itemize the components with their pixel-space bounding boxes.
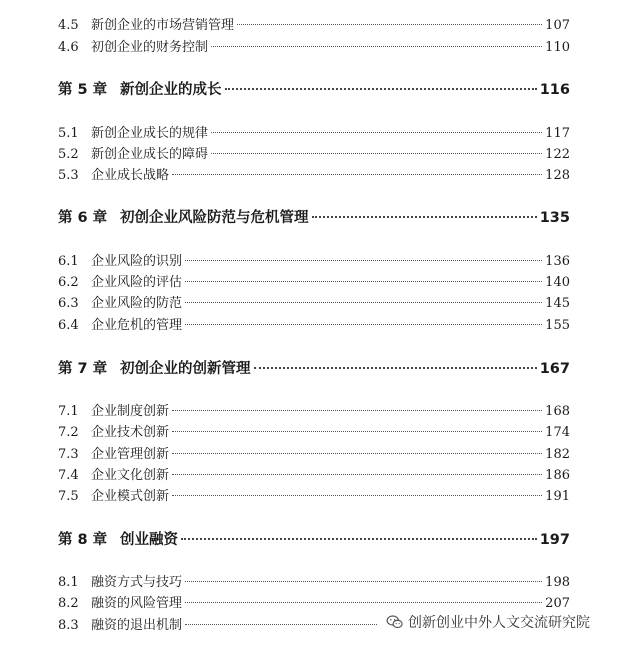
section-title: 企业成长战略 — [91, 168, 170, 183]
page-number: 168 — [545, 404, 570, 419]
page-number: 117 — [545, 126, 570, 141]
toc-entry-7-3[interactable] — [58, 443, 570, 462]
dot-leader — [185, 260, 542, 261]
toc-entry-8-1[interactable] — [58, 571, 570, 590]
page-number: 207 — [545, 596, 570, 611]
page-number: 122 — [545, 147, 570, 162]
section-number: 7.4 — [58, 468, 79, 483]
dot-leader — [211, 46, 542, 47]
section-number: 4.5 — [58, 18, 79, 33]
page-number: 135 — [539, 210, 570, 226]
page-number: 182 — [545, 447, 570, 462]
toc-entry-7-1[interactable] — [58, 400, 570, 419]
page-number: 110 — [545, 40, 570, 55]
dot-leader — [225, 88, 537, 90]
toc-entry-5-2[interactable] — [58, 143, 570, 162]
watermark-text: 创新创业中外人文交流研究院 — [408, 615, 590, 631]
section-title: 融资的退出机制 — [91, 618, 183, 633]
dot-leader — [237, 24, 542, 25]
dot-leader — [312, 216, 537, 218]
chapter-title: 创业融资 — [120, 532, 178, 548]
wechat-icon — [386, 613, 404, 631]
section-title: 新创企业成长的规律 — [91, 126, 209, 141]
chapter-title: 新创企业的成长 — [120, 82, 222, 98]
section-title: 新创企业的市场营销管理 — [91, 18, 235, 33]
section-title: 企业制度创新 — [91, 404, 170, 419]
chapter-number: 第 7 章 — [58, 361, 108, 377]
page-number: 197 — [539, 532, 570, 548]
chapter-number: 第 5 章 — [58, 82, 108, 98]
section-title: 企业危机的管理 — [91, 318, 183, 333]
dot-leader — [172, 431, 542, 432]
section-number: 5.1 — [58, 126, 79, 141]
section-number: 5.3 — [58, 168, 79, 183]
page-number: 186 — [545, 468, 570, 483]
toc-entry-7-5[interactable] — [58, 485, 570, 504]
toc-entry-8-2[interactable] — [58, 592, 570, 611]
toc-chapter-8[interactable] — [58, 528, 570, 549]
dot-leader — [172, 474, 542, 475]
dot-leader — [185, 302, 542, 303]
dot-leader — [185, 581, 542, 582]
section-number: 6.2 — [58, 275, 79, 290]
section-title: 企业风险的识别 — [91, 254, 183, 269]
toc-chapter-6[interactable] — [58, 206, 570, 227]
dot-leader — [172, 453, 542, 454]
page-number: 155 — [545, 318, 570, 333]
toc-entry-6-1[interactable] — [58, 250, 570, 269]
section-title: 企业风险的评估 — [91, 275, 183, 290]
toc-entry-6-4[interactable] — [58, 314, 570, 333]
page-number: 145 — [545, 296, 570, 311]
dot-leader — [185, 602, 542, 603]
chapter-title: 初创企业的创新管理 — [120, 361, 251, 377]
page-number: 116 — [539, 82, 570, 98]
toc-entry-5-3[interactable] — [58, 164, 570, 183]
dot-leader — [185, 281, 542, 282]
section-number: 6.1 — [58, 254, 79, 269]
toc-entry-6-3[interactable] — [58, 292, 570, 311]
section-number: 4.6 — [58, 40, 79, 55]
section-number: 6.3 — [58, 296, 79, 311]
section-number: 7.5 — [58, 489, 79, 504]
section-title: 企业模式创新 — [91, 489, 170, 504]
section-number: 7.2 — [58, 425, 79, 440]
watermark — [384, 612, 592, 632]
chapter-title: 初创企业风险防范与危机管理 — [120, 210, 309, 226]
toc-chapter-5[interactable] — [58, 78, 570, 99]
section-title: 企业文化创新 — [91, 468, 170, 483]
dot-leader — [185, 624, 377, 625]
dot-leader — [181, 538, 537, 540]
page-number: 107 — [545, 18, 570, 33]
toc-entry-5-1[interactable] — [58, 122, 570, 141]
section-number: 8.2 — [58, 596, 79, 611]
toc-chapter-7[interactable] — [58, 357, 570, 378]
section-title: 融资的风险管理 — [91, 596, 183, 611]
toc-entry-4-6[interactable] — [58, 36, 570, 55]
section-number: 8.1 — [58, 575, 79, 590]
dot-leader — [185, 324, 542, 325]
dot-leader — [211, 153, 542, 154]
dot-leader — [211, 132, 542, 133]
toc-entry-4-5[interactable] — [58, 14, 570, 33]
section-title: 初创企业的财务控制 — [91, 40, 209, 55]
section-title: 企业风险的防范 — [91, 296, 183, 311]
page-number: 198 — [545, 575, 570, 590]
section-title: 企业技术创新 — [91, 425, 170, 440]
section-number: 7.1 — [58, 404, 79, 419]
dot-leader — [172, 495, 542, 496]
dot-leader — [172, 174, 542, 175]
toc-entry-7-2[interactable] — [58, 421, 570, 440]
section-number: 7.3 — [58, 447, 79, 462]
toc-entry-8-3[interactable] — [58, 614, 380, 633]
page-number: 140 — [545, 275, 570, 290]
section-title: 融资方式与技巧 — [91, 575, 183, 590]
toc-entry-7-4[interactable] — [58, 464, 570, 483]
section-title: 企业管理创新 — [91, 447, 170, 462]
toc-entry-6-2[interactable] — [58, 271, 570, 290]
dot-leader — [254, 367, 537, 369]
section-number: 6.4 — [58, 318, 79, 333]
page-number: 174 — [545, 425, 570, 440]
section-number: 5.2 — [58, 147, 79, 162]
page-number: 128 — [545, 168, 570, 183]
page-number: 191 — [545, 489, 570, 504]
chapter-number: 第 8 章 — [58, 532, 108, 548]
chapter-number: 第 6 章 — [58, 210, 108, 226]
section-title: 新创企业成长的障碍 — [91, 147, 209, 162]
dot-leader — [172, 410, 542, 411]
page-number: 136 — [545, 254, 570, 269]
page-number: 167 — [539, 361, 570, 377]
section-number: 8.3 — [58, 618, 79, 633]
